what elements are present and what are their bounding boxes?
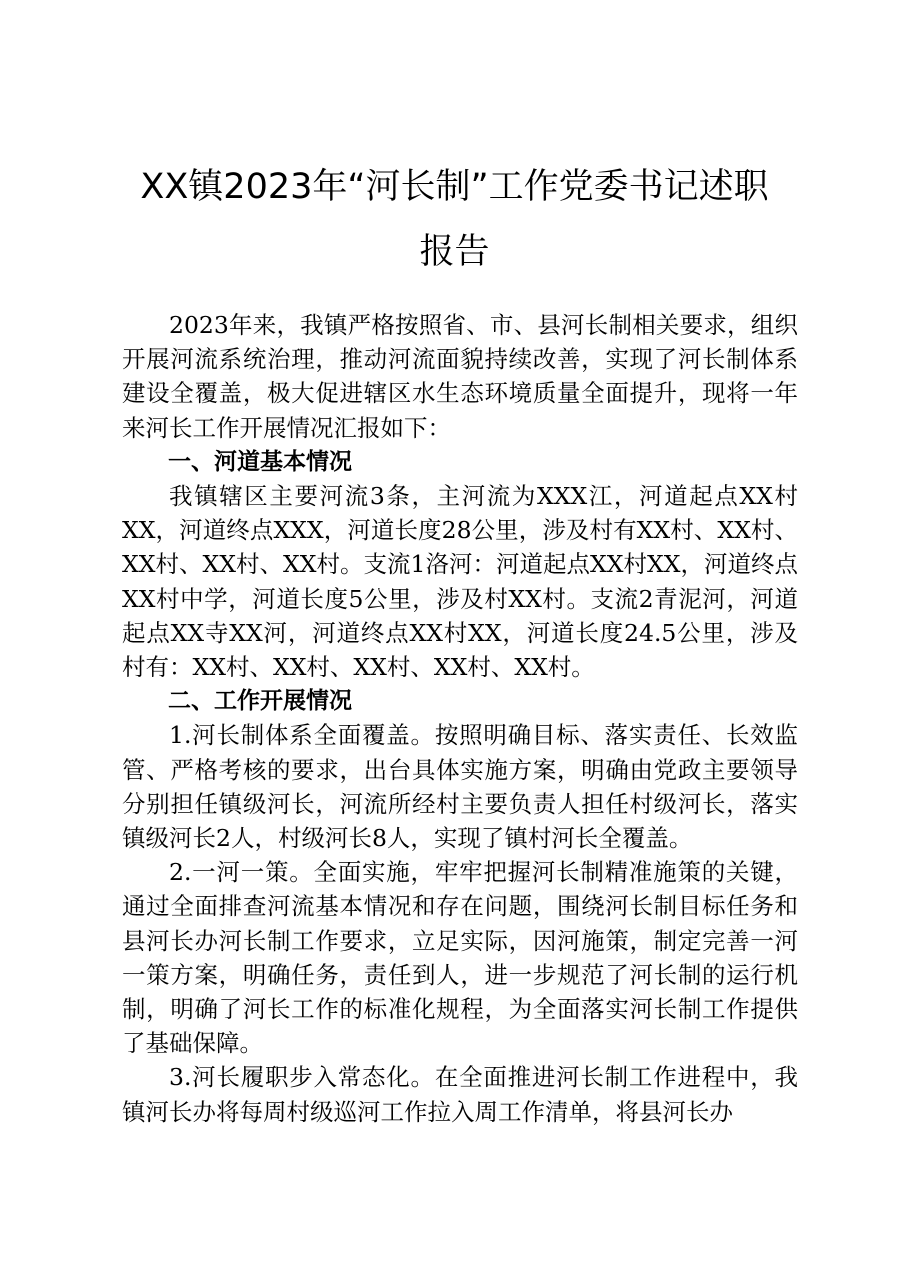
item3-paragraph: 3.河长履职步入常态化。在全面推进河长制工作进程中，我镇河长办将每周村级巡河工作拉入周工作清单，将县河长办 [122, 1063, 798, 1126]
item1-paragraph: 1.河长制体系全面覆盖。按照明确目标、落实责任、长效监管、严格考核的要求，出台具体实施方案，明确由党政主要领导分别担任镇级河长，河流所经村主要负责人担任村级河长，落实镇级河长2人，村级河长8人，实现了镇村河长全覆盖。 [122, 721, 798, 853]
document-title-line2: 报告 [419, 232, 490, 272]
item2-paragraph: 2.一河一策。全面实施，牢牢把握河长制精准施策的关键，通过全面排查河流基本情况和存在问题，围绕河长制目标任务和县河长办河长制工作要求，立足实际，因河施策，制定完善一河一策方案，明确任务，责任到人，进一步规范了河长制的运行机制，明确了河长工作的标准化规程，为全面落实河长制工作提供了基础保障。 [122, 858, 798, 1058]
intro-paragraph: 2023年来，我镇严格按照省、市、县河长制相关要求，组织开展河流系统治理，推动河流面貌持续改善，实现了河长制体系建设全覆盖，极大促进辖区水生态环境质量全面提升，现将一年来河长工作开展情况汇报如下： [122, 311, 798, 442]
document-body [122, 308, 798, 1129]
section1-heading: 一、河道基本情况 [168, 448, 352, 475]
section2-heading: 二、工作开展情况 [168, 688, 352, 715]
document-title-line1: XX镇2023年“河长制”工作党委书记述职 [140, 167, 769, 207]
section1-paragraph: 我镇辖区主要河流3条，主河流为XXX江，河道起点XX村XX，河道终点XXX，河道长度28公里，涉及村有XX村、XX村、XX村、XX村、XX村。支流1洛河：河道起点XX村XX，河道终点XX村中学，河道长度5公里，涉及村XX村。支流2青泥河，河道起点XX寺XX河，河道终点XX村XX，河道长度24.5公里，涉及村有：XX村、XX村、XX村、XX村、XX村。 [122, 482, 798, 682]
